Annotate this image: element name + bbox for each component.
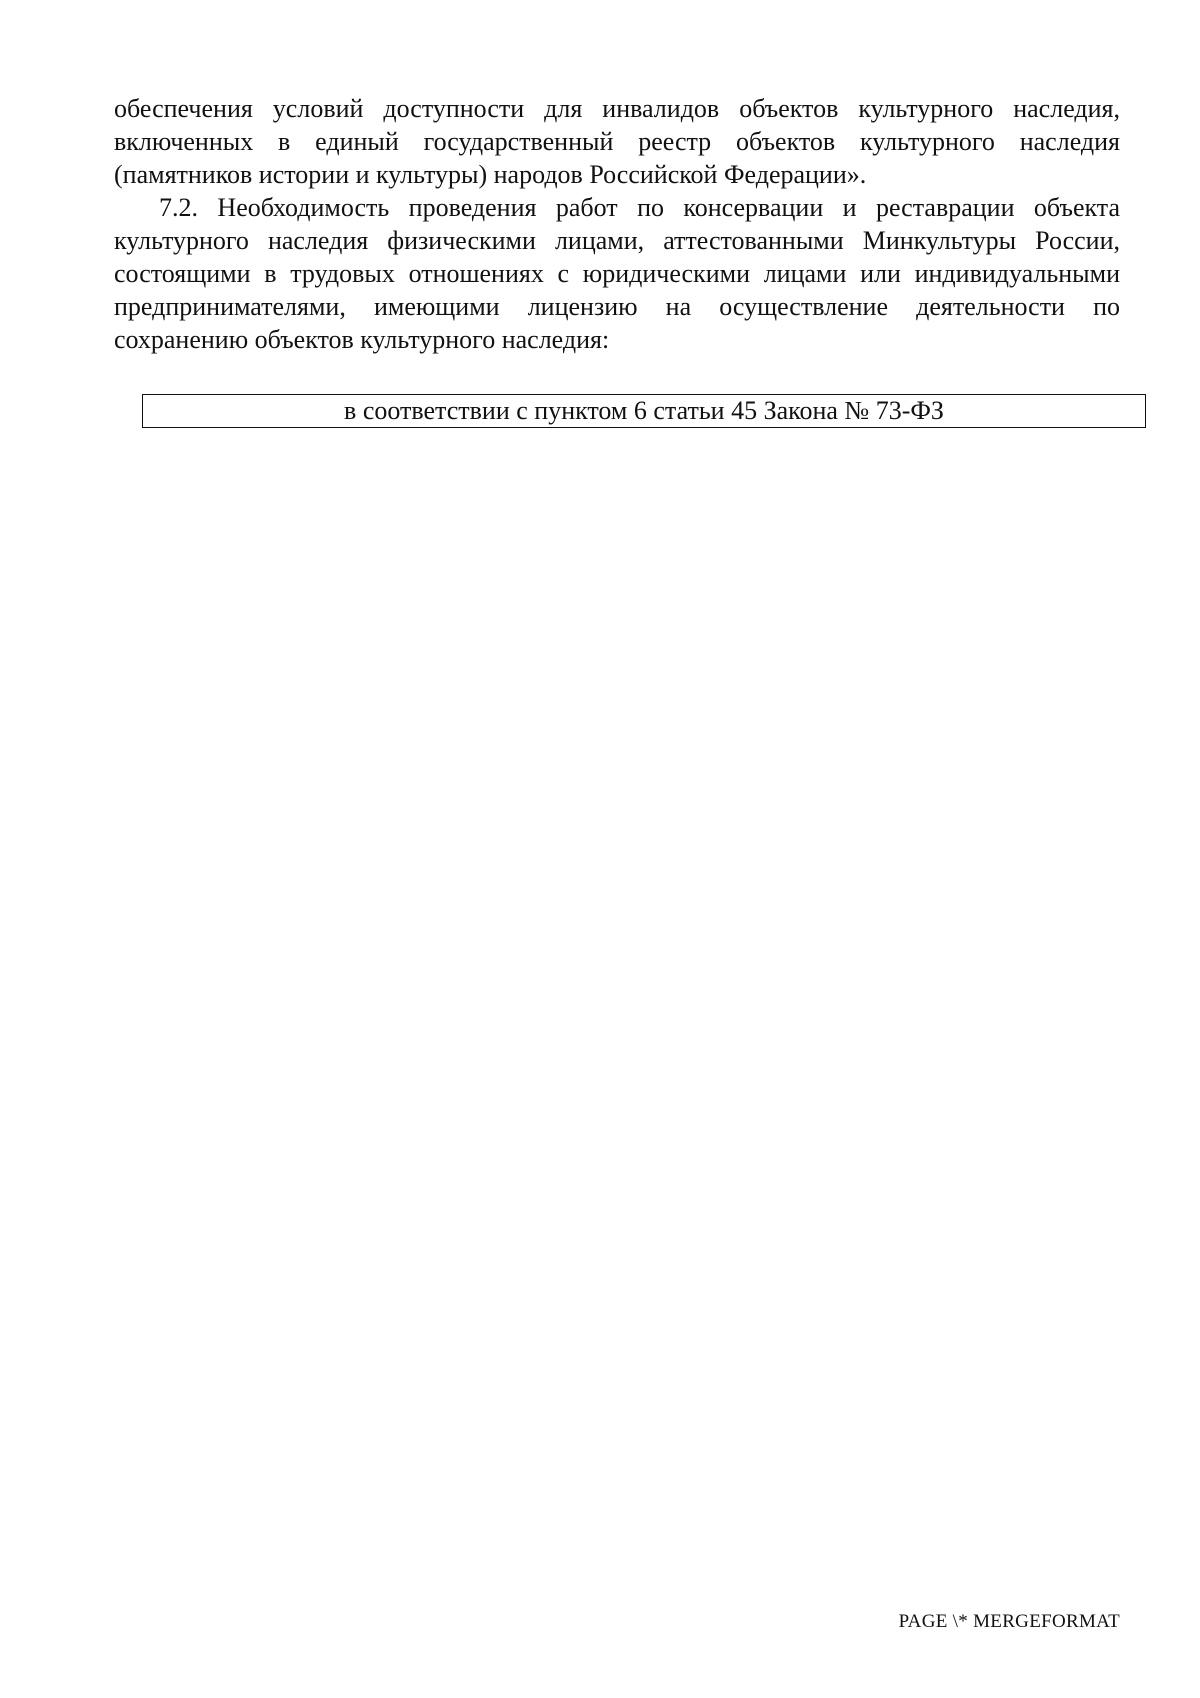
paragraph-continuation: обеспечения условий доступности для инвалидов объектов культурного наследия, включенных в единый государственный реестр объектов культурного наследия (памятников истории и культуры) народов Российской Федерации». (114, 94, 1120, 189)
document-body (114, 92, 1120, 356)
boxed-note: в соответствии с пунктом 6 статьи 45 Закона № 73-ФЗ (142, 394, 1146, 428)
page-number-field: PAGE \* MERGEFORMAT (898, 1611, 1120, 1632)
paragraph-7-2: 7.2. Необходимость проведения работ по консервации и реставрации объекта культурного наследия физическими лицами, аттестованными Минкультуры России, состоящими в трудовых отношениях с юридическими лицами или индивидуальными предпринимателями, имеющими лицензию на осуществление деятельности по сохранению объектов культурного наследия: (114, 193, 1120, 354)
